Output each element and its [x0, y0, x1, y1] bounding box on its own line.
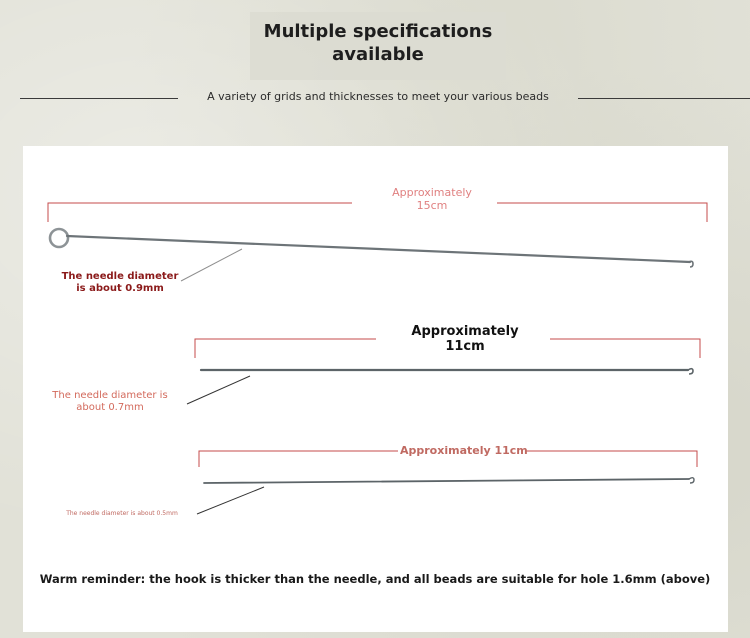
page-subtitle: A variety of grids and thicknesses to meet your various beads: [207, 90, 549, 103]
diameter-pointer-0-7mm: [187, 376, 250, 404]
diameter-pointer-0-5mm: [197, 487, 264, 514]
diameter-pointer-0-9mm: [181, 249, 242, 281]
length-label-11cm-b: Approximately 11cm: [400, 444, 528, 457]
warm-reminder-note: Warm reminder: the hook is thicker than the needle, and all beads are suitable for hole 1.6mm (above): [39, 572, 711, 586]
needle-0-9mm: [50, 229, 693, 267]
length-label-15cm: Approximately 15cm: [392, 186, 472, 212]
page-title: Multiple specifications available: [263, 21, 493, 65]
diameter-label-0-7mm: The needle diameter is about 0.7mm: [52, 390, 168, 413]
length-bracket-15cm: [48, 203, 707, 222]
length-label-11cm-a: Approximately 11cm: [411, 324, 519, 354]
diameter-label-0-9mm: The needle diameter is about 0.9mm: [61, 271, 179, 294]
needle-0-7mm: [201, 369, 693, 374]
diameter-label-0-5mm: The needle diameter is about 0.5mm: [66, 510, 178, 517]
needle-0-5mm: [204, 478, 694, 483]
